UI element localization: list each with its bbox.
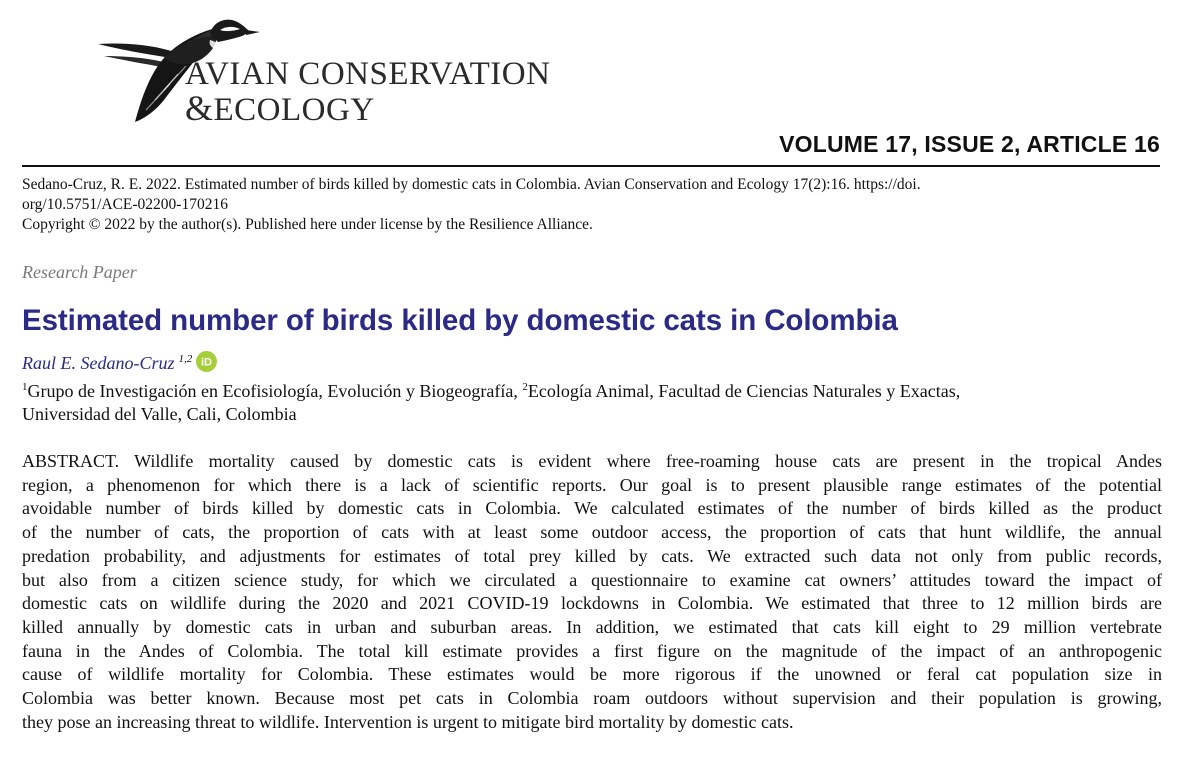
affiliation-block (22, 380, 1152, 426)
journal-name-line2 (185, 90, 375, 127)
citation-line-2: org/10.5751/ACE-02200-170216 (22, 196, 228, 213)
author-affiliation-refs: 1,2 (178, 353, 193, 365)
article-title: Estimated number of birds killed by domestic cats in Colombia (22, 304, 898, 337)
journal-ampersand: & (185, 88, 214, 128)
abstract-line: of the number of cats, the proportion of cats with at least some outdoor access, the proportion of cats that hunt wildlife, the annual (22, 522, 1162, 543)
affiliation-2-text: Ecología Animal, Facultad de Ciencias Naturales y Exactas, (527, 381, 961, 401)
abstract-line: avoidable number of birds killed by domestic cats in Colombia. We calculated estimates of the number of birds killed as the product (22, 498, 1162, 519)
citation-line-1: Sedano-Cruz, R. E. 2022. Estimated number of birds killed by domestic cats in Colombia. Avian Conservation and Ecology 17(2):16. https://doi. (22, 176, 921, 193)
author-name[interactable]: Raul E. Sedano-Cruz (22, 353, 175, 373)
abstract-line: fauna in the Andes of Colombia. The total kill estimate provides a first figure on the magnitude of the impact of an anthropogenic (22, 640, 1162, 661)
abstract-line: domestic cats on wildlife during the 2020 and 2021 COVID-19 lockdowns in Colombia. We estimated that three to 12 million birds are (22, 593, 1162, 614)
journal-name-ecology: ECOLOGY (213, 92, 375, 128)
affiliation-sup-2: 2 (522, 381, 528, 393)
copyright-line: Copyright © 2022 by the author(s). Published here under license by the Resilience Alliance. (22, 216, 593, 233)
orcid-label: iD (201, 356, 213, 369)
orcid-icon[interactable] (196, 351, 217, 377)
paper-type-label: Research Paper (22, 262, 137, 282)
affiliation-sup-1: 1 (22, 381, 28, 393)
abstract-line: but also from a citizen science study, for which we circulated a questionnaire to examine cat owners’ attitudes toward the impact of (22, 569, 1162, 590)
abstract-line: Colombia was better known. Because most pet cats in Colombia roam outdoors without supervision and their population is growing, (22, 688, 1162, 709)
affiliation-1-text: Grupo de Investigación en Ecofisiología, Evolución y Biogeografía, (27, 381, 523, 401)
author-line (22, 351, 217, 377)
abstract-line: cause of wildlife mortality for Colombia. These estimates would be more rigorous if the unowned or feral cat population size in (22, 664, 1162, 685)
abstract-block (22, 450, 1162, 734)
abstract-line: killed annually by domestic cats in urban and suburban areas. In addition, we estimated that cats kill eight to 29 million vertebrate (22, 616, 1162, 637)
abstract-line: they pose an increasing threat to wildlife. Intervention is urgent to mitigate bird mortality by domestic cats. (22, 711, 794, 732)
abstract-line: region, a phenomenon for which there is a lack of scientific reports. Our goal is to present plausible range estimates of the potential (22, 474, 1162, 495)
abstract-line: predation probability, and adjustments for estimates of total prey killed by cats. We extracted such data not only from public records, (22, 545, 1162, 566)
affiliation-line-1 (22, 380, 1152, 403)
volume-issue-article: VOLUME 17, ISSUE 2, ARTICLE 16 (779, 131, 1160, 157)
affiliation-line-2: Universidad del Valle, Cali, Colombia (22, 404, 297, 424)
citation-block (22, 175, 1152, 235)
abstract-line: ABSTRACT. Wildlife mortality caused by domestic cats is evident where free-roaming house cats are present in the tropical Andes (22, 451, 1162, 471)
journal-name-line1: AVIAN CONSERVATION (185, 56, 551, 92)
header-divider (22, 165, 1160, 167)
